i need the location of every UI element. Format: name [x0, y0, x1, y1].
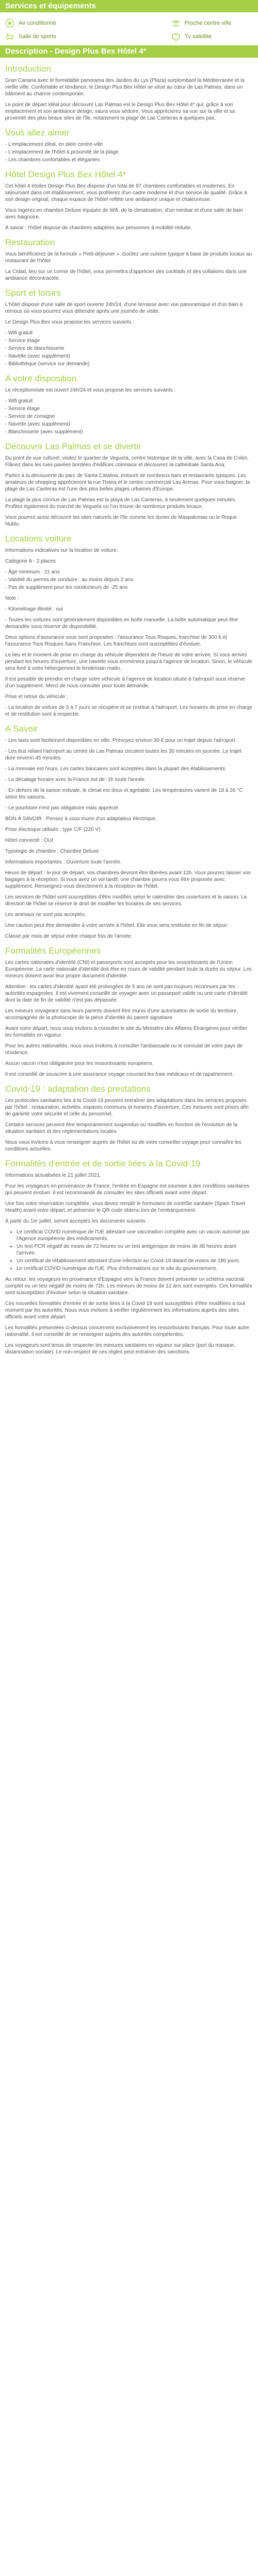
list-item: - L'emplacement de l'hôtel à proximité de la plage: [5, 149, 119, 155]
sortie-p3: Une fois votre réservation complétée, vous devez remplir le formulaire de contrôle sanitaire (Spain Travel Health) avant votre départ, et présenter le QR code obtenu lors de l'embarquement.: [5, 1201, 245, 1213]
list-item: - L'emplacement idéal, en plein centre-ville: [5, 142, 103, 147]
sport-p1: L'hôtel dispose d'une salle de sport ouverte 24h/24, d'une terrasse avec vue panoramique et d'un bain à remous où vous pourrez vous détendre après une journée de visite.: [5, 302, 243, 314]
list-item: - Les chambres confortables et élégantes: [5, 157, 100, 163]
description-title: Description - Design Plus Bex Hôtel 4*: [5, 47, 147, 56]
aseg-p1: Deux options d'assurance vous sont proposées : l'assurance Tous Risques, franchise de 300 € et l'assurance Tous Risques Sans Franchise. Les franchises sont susceptibles d'évoluer.: [5, 635, 227, 647]
transport-p2: Catégorie A - 2 places: [5, 558, 56, 564]
formalites-p7: Il est conseillé de souscrire à une assurance voyage couvrant les frais médicaux et de rapatriement.: [5, 1072, 234, 1077]
savoir-p5: - En dehors de la saison estivale, le climat est doux et agréable. Les températures varient de 18 à 26 °C selon les saisons.: [5, 788, 243, 800]
sortie-p2: Pour les voyageurs en provenance de France, l'entrée en Espagne est soumise à des conditions sanitaires qui peuvent évoluer. Il est recommandé de consulter les sites officiels avant votre départ.: [5, 1183, 250, 1196]
covid-p2: Certains services peuvent être temporairement suspendus ou modifiés en fonction de l'évolution de la situation sanitaire et des réglementations locales.: [5, 1122, 237, 1134]
decouvrir-p2: Partez à la découverte du parc de Santa Catalina, entouré de nombreux bars et restaurants typiques. Les amateurs de shopping apprécieront la rue Triana et le centre commercial Las Arenas. Pour vous baigner, la plage de Las Canteras est l'une des plus belles plages urbaines d'Europe.: [5, 473, 250, 492]
aseg-p3: Il est possible de prendre en charge votre véhicule à l'agence de location située à l'aéroport sous réserve d'un supplément. Merci de nous consulter pour toute demande.: [5, 676, 245, 689]
hotel-p3: À savoir : l'hôtel dispose de chambres adaptées aux personnes à mobilité réduite.: [5, 225, 192, 231]
service-item-sports: [5, 30, 87, 43]
intro-p1: Gran Canaria avec le formidable panorama des Jardins du Lys (Plaza) surplombant la Méditerranée et la vieille ville. Confortable et tendance, le Design Plus Bex Hôtel se situe au cœur de Las Palmas, dans un bâtiment au charme contemporain.: [5, 78, 245, 97]
savoir-p16: Classé par mois de séjour entre chaque fois de l'année.: [5, 934, 133, 939]
sport-p2: Le Design Plus Bex vous propose les services suivants :: [5, 319, 135, 325]
sortie-p6: Ces nouvelles formalités d'entrée et de sortie liées à la Covid-19 sont susceptibles d'être modifiées à tout moment par les autorités. Nous vous invitons à vérifier régulièrement les informations auprès des sites officiels avant votre départ.: [5, 1301, 246, 1320]
formalites-p2: Attention : les cartes d'identité ayant été prolongées de 5 ans ne sont pas toujours reconnues par les autorités espagnoles. Il est vivement conseillé de voyager avec un passeport valide ou une carte d'identité dont la date de fin de validité n'est pas dépassée.: [5, 984, 248, 1003]
list-item: - Blanchisserie (avec supplément): [5, 429, 83, 435]
transport-p4: - Kilométrage illimité : oui: [5, 606, 63, 612]
aseg-p4: Prise et retour du véhicule :: [5, 694, 68, 700]
list-item: - Service de blanchisserie: [5, 346, 64, 351]
list-item: - Wifi gratuit: [5, 330, 33, 336]
list-item: - Validité du permis de conduire : au moins depuis 2 ans: [5, 577, 134, 583]
services-title: Services et équipements: [5, 2, 96, 10]
savoir-p10: Typologie de chambre : Chambre Deluxe: [5, 849, 99, 854]
transport-list: [5, 569, 253, 591]
list-item: • Le certificat COVID numérique de l'UE. Plus d'informations sur le site du gouvernement.: [17, 1265, 253, 1272]
list-item: - Navette (avec supplément): [5, 353, 70, 359]
savoir-p12: Heure de départ : le jour de départ, vos chambres devront être libérées avant 12h. Vous pourrez laisser vos bagages à la réception. Si vous avez un vol tardif, une chambre pourra vous être proposée avec supplément. Renseignez-vous directement à la réception de l'hôtel.: [5, 870, 251, 889]
services-header: [0, 0, 258, 12]
list-item: - Bibliothèque (service sur demande): [5, 361, 90, 367]
service-label-centre: Proche centre ville: [184, 20, 232, 26]
service-label-air: Air conditionné: [19, 20, 56, 26]
list-item: - Âge minimum : 21 ans: [5, 569, 60, 575]
service-label-sports: Salle de sports: [19, 33, 56, 40]
air-conditioning-icon: [5, 19, 14, 28]
savoir-p1: - Les taxis sont facilement disponibles en ville. Prévoyez environ 30 € pour un trajet depuis l'aéroport.: [5, 738, 237, 743]
formalites-p6: Aucun vaccin n'est obligatoire pour les ressortissants européens.: [5, 1061, 154, 1066]
sortie-p8: Les voyageurs sont tenus de respecter les mesures sanitaires en vigueur sur place (port du masque, distanciation sociale). Le non-respect de ces règles peut entraîner des sanctions.: [5, 1343, 235, 1355]
sortie-p7: Les formalités présentées ci-dessus concernent exclusivement les ressortissants français. Pour toute autre nationalité, il est conseillé de se renseigner auprès des autorités compétentes.: [5, 1325, 249, 1337]
transport-p1: Informations indicatives sur la location de voiture.: [5, 548, 118, 553]
list-item: - Pas de supplément pour les conducteurs de -25 ans: [5, 585, 128, 590]
service-spacer: [87, 16, 171, 30]
list-item: • Un certificat de rétablissement attestant d'une infection au Covid-19 datant de moins de 180 jours.: [17, 1258, 253, 1264]
intro-p2: Le point de départ idéal pour découvrir Las Palmas est le Design Plus Bex Hôtel 4* qui, grâce à son emplacement et son ambiance design, saura vous séduire. Vous apprécierez sa vue sur la ville et sa proximité des plus beaux sites de l'île, notamment la plage de Las Canteras à quelques pas.: [5, 102, 235, 121]
formalites-heading: Formalités Européennes: [5, 946, 101, 956]
beach-icon: [171, 19, 181, 28]
savoir-p7: BON À SAVOIR : Pensez à vous munir d'un adaptateur électrique.: [5, 816, 157, 822]
situation-list: [5, 398, 253, 435]
service-item-centre: [171, 16, 253, 30]
description-header: [0, 45, 258, 58]
sortie-list: [5, 1229, 253, 1272]
covid-heading: Covid-19 : adaptation des prestations: [5, 1084, 151, 1094]
savoir-p11: Informations importantes : Ouverture toute l'année.: [5, 859, 122, 865]
savoir-p13: Les services de l'hôtel sont susceptibles d'être modifiés selon le calendrier des ouvertures et la saison. La direction de l'hôtel se réserve le droit de modifier les horaires de ses services.: [5, 894, 247, 907]
sport-list: [5, 330, 253, 367]
formalites-p3: Les mineurs voyageant sans leurs parents doivent être munis d'une autorisation de sortie du territoire, accompagnée de la photocopie de la pièce d'identité du parent signataire.: [5, 1008, 238, 1021]
decouvrir-p3: La plage la plus connue de Las Palmas est la playa de Las Canteras, à seulement quelques minutes. Profitez également du marché de Vegueta où l'on trouve de nombreux produits locaux.: [5, 497, 237, 510]
sortie-heading: Formalités d'entrée et de sortie liées à la Covid-19: [5, 1159, 201, 1168]
intro-heading: Introduction: [5, 64, 51, 74]
transport-p3: Note :: [5, 596, 19, 601]
savoir-p9: Hôtel connecté : OUI: [5, 838, 53, 843]
savoir-p6: - Le pourboire n'est pas obligatoire mais apprécié.: [5, 805, 120, 811]
covid-p1: Les protocoles sanitaires liés à la Covid-19 peuvent entraîner des adaptations dans les services proposés par l'hôtel : restauration, activités, espaces communs et horaires d'ouverture. Ces mesures sont prises afin de garantir votre sécurité et celle du personnel.: [5, 1098, 249, 1117]
restauration-p1: Vous bénéficierez de la formule « Petit-déjeuner ». Goûtez une cuisine typique à base de produits locaux au restaurant de l'hôtel.: [5, 251, 252, 264]
sortie-p5: Au retour, les voyageurs en provenance d'Espagne vers la France doivent présenter un schéma vaccinal complet ou un test négatif de moins de 72h. Les mineurs de moins de 12 ans sont exemptés. Ces formalités sont susceptibles d'évoluer selon la situation sanitaire.: [5, 1277, 252, 1296]
list-item: - Service de consigne: [5, 414, 55, 419]
service-item-air: [5, 16, 87, 30]
sortie-p4: À partir du 1er juillet, seront acceptés les documents suivants :: [5, 1218, 149, 1224]
service-spacer-2: [87, 30, 171, 43]
aseg-p5: - La location de voiture de 5 à 7 jours se récupère et se restitue à l'aéroport. Les horaires de prise en charge et de restitution sont à respecter.: [5, 705, 252, 717]
savoir-p14: Les animaux ne sont pas acceptés.: [5, 912, 86, 918]
formalites-p1: Les cartes nationales d'identité (CNI) et passeports sont acceptés pour les ressortissants de l'Union Européenne. La carte nationale d'identité doit être en cours de validité pendant toute la durée du séjour. Les mineurs doivent avoir leur propre document d'identité.: [5, 960, 252, 979]
covid-p3: Nous vous invitons à vous renseigner auprès de l'hôtel ou de votre conseiller voyage pour connaître les conditions actuelles.: [5, 1140, 241, 1152]
list-item: - Wifi gratuit: [5, 398, 33, 404]
aimerez-list: [5, 141, 253, 163]
savoir-heading: A Savoir: [5, 724, 38, 734]
list-item: - Service étage: [5, 338, 40, 344]
transport-heading: Locations voiture: [5, 534, 72, 544]
situation-heading: A votre disposition: [5, 374, 76, 383]
decouvrir-heading: Découvrir Las Palmas et se divertir: [5, 442, 141, 451]
decouvrir-p1: Du point de vue culturel, visitez le quartier de Vegueta, centre historique de la ville, avec la Casa de Colón. Flânez dans les rues pavées bordées d'édifices coloniaux et découvrez la cathédrale Santa Ana.: [5, 455, 249, 468]
savoir-p15: Une caution peut être demandée à votre arrivée à l'hôtel. Elle vous sera restituée en fin de séjour.: [5, 923, 229, 928]
hotel-p2: Vous logerez en chambre Deluxe équipée de Wifi, de la climatisation, d'un minibar et d'une salle de bain avec baignoire.: [5, 208, 243, 220]
sortie-p1: Informations actualisées le 21 juillet 2021.: [5, 1173, 101, 1178]
hotel-heading: Hôtel Design Plus Bex Hôtel 4*: [5, 170, 126, 179]
list-item: • Un test PCR négatif de moins de 72 heures ou un test antigénique de moins de 48 heures avant l'arrivée.: [17, 1243, 253, 1257]
list-item: - Service étage: [5, 406, 40, 412]
sport-heading: Sport et loisirs: [5, 288, 61, 298]
services-list: [0, 15, 258, 45]
list-item: - Navette (avec supplément): [5, 421, 70, 427]
restauration-p2: La Cidad, lieu sur un corner de l'hôtel, vous permettra d'apprécier des cocktails et des collations dans une ambiance décontractée.: [5, 269, 247, 281]
decouvrir-p4: Vous pourrez aussi découvrir les sites naturels de l'île comme les dunes de Maspalomas ou le Roque Nublo.: [5, 515, 237, 527]
formalites-p4: Avant votre départ, nous vous invitons à consulter le site du Ministère des Affaires Étrangères pour vérifier les formalités en vigueur.: [5, 1026, 248, 1038]
restauration-heading: Restauration: [5, 238, 55, 247]
service-item-tv: [171, 30, 253, 43]
aseg-p2: Le lieu et le moment de prise en charge du véhicule dépendent de l'heure de votre arrivée. Si vous arrivez pendant les heures d'ouverture, une navette vous emmènera jusqu'à l'agence de location. Sinon, le véhicule sera livré à votre hébergement le lendemain matin.: [5, 652, 252, 671]
service-label-tv: Tv satellite: [184, 33, 212, 40]
content: [0, 64, 258, 1355]
tv-icon: [171, 32, 181, 41]
transport-p5: - Toutes les voitures sont généralement disponibles en boîte manuelle. La boîte automatique peut être demandée sous réserve de disponibilité.: [5, 617, 238, 630]
bathroom-icon: [5, 32, 14, 41]
formalites-p5: Pour les autres nationalités, nous vous invitons à consulter l'ambassade ou le consulat de votre pays de résidence.: [5, 1043, 243, 1056]
savoir-p2: - Les bus reliant l'aéroport au centre de Las Palmas circulent toutes les 30 minutes en journée. Le trajet dure environ 45 minutes.: [5, 749, 241, 761]
savoir-p4: - Le décalage horaire avec la France est de -1h toute l'année.: [5, 777, 146, 783]
situation-p1: Le réceptionniste est ouvert 24h/24 et vous propose les services suivants :: [5, 387, 176, 393]
savoir-p3: - La monnaie est l'euro. Les cartes bancaires sont acceptées dans la plupart des établissements.: [5, 766, 227, 772]
hotel-p1: Cet hôtel 4 étoiles Design Plus Bex dispose d'un total de 97 chambres confortables et modernes. En séjournant dans cet établissement, vous profiterez d'un cadre moderne et d'un service de qualité. Grâce à son design original, chaque espace de l'hôtel reflète une ambiance unique et chaleureuse.: [5, 183, 247, 202]
list-item: • Le certificat COVID numérique de l'UE attestant une vaccination complète avec un vaccin autorisé par l'Agence européenne des médicaments.: [17, 1229, 253, 1242]
savoir-p8: Prise électrique utilisée : type C/F (220 V): [5, 827, 101, 833]
aimerez-heading: Vous allez aimer: [5, 128, 70, 138]
